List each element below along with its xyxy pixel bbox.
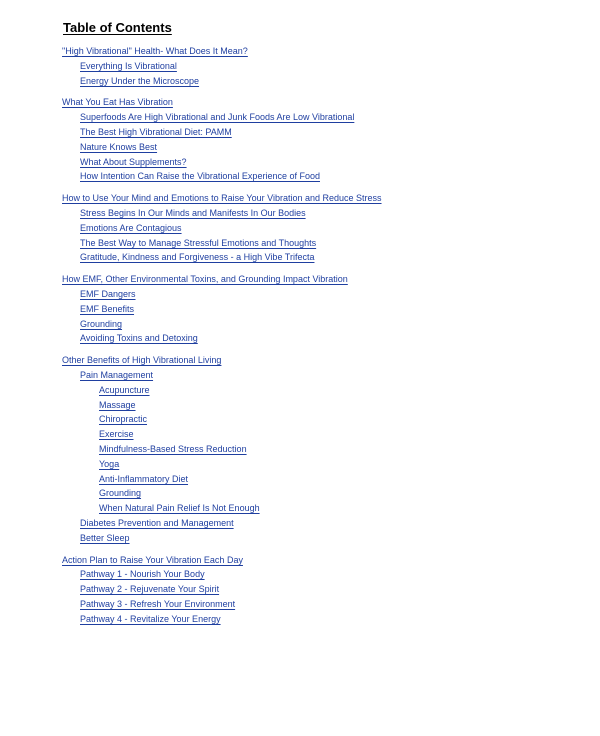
toc-section-link[interactable]: How Intention Can Raise the Vibrational Experience of Food <box>80 171 320 182</box>
toc-section-link[interactable]: The Best Way to Manage Stressful Emotions and Thoughts <box>80 237 317 248</box>
toc-section-link[interactable]: Everything Is Vibrational <box>80 60 177 71</box>
toc-section-link[interactable]: Pathway 1 - Nourish Your Body <box>80 569 205 580</box>
toc-subsection-link[interactable]: Grounding <box>99 488 142 499</box>
toc-section-link[interactable]: Superfoods Are High Vibrational and Junk Foods Are Low Vibrational <box>80 112 355 123</box>
toc-section <box>62 191 582 265</box>
toc-section-link[interactable]: Avoiding Toxins and Detoxing <box>80 333 198 344</box>
toc-section-link[interactable]: Grounding <box>80 318 123 329</box>
toc-subsection-link[interactable]: Massage <box>99 399 136 410</box>
toc-section-link[interactable]: Gratitude, Kindness and Forgiveness - a High Vibe Trifecta <box>80 252 315 263</box>
toc-chapter-link[interactable]: What You Eat Has Vibration <box>62 97 173 108</box>
toc-subsection-link[interactable]: Anti-Inflammatory Diet <box>99 473 189 484</box>
toc-section-link[interactable]: Emotions Are Contagious <box>80 222 182 233</box>
toc-subsection-link[interactable]: Acupuncture <box>99 384 150 395</box>
table-of-contents <box>62 44 582 633</box>
toc-section <box>62 44 582 88</box>
toc-section-link[interactable]: Pathway 4 - Revitalize Your Energy <box>80 613 221 624</box>
toc-section-link[interactable]: What About Supplements? <box>80 156 187 167</box>
toc-section-link[interactable]: Diabetes Prevention and Management <box>80 517 234 528</box>
toc-section <box>62 553 582 627</box>
toc-section <box>62 272 582 346</box>
toc-section <box>62 95 582 184</box>
toc-chapter-link[interactable]: Other Benefits of High Vibrational Living <box>62 355 222 366</box>
toc-section <box>62 353 582 545</box>
toc-subsection-link[interactable]: Chiropractic <box>99 414 148 425</box>
toc-chapter-link[interactable]: "High Vibrational" Health- What Does It Mean? <box>62 46 248 56</box>
toc-section-link[interactable]: The Best High Vibrational Diet: PAMM <box>80 126 232 137</box>
toc-section-link[interactable]: Stress Begins In Our Minds and Manifests In Our Bodies <box>80 207 306 218</box>
toc-section-link[interactable]: Better Sleep <box>80 532 130 543</box>
toc-section-link[interactable]: Nature Knows Best <box>80 141 158 152</box>
toc-subsection-link[interactable]: When Natural Pain Relief Is Not Enough <box>99 503 260 514</box>
toc-subsection-link[interactable]: Mindfulness-Based Stress Reduction <box>99 443 247 454</box>
toc-chapter-link[interactable]: How to Use Your Mind and Emotions to Raise Your Vibration and Reduce Stress <box>62 193 382 204</box>
toc-section-link[interactable]: Pathway 3 - Refresh Your Environment <box>80 598 236 609</box>
toc-subsection-link[interactable]: Yoga <box>99 458 120 469</box>
toc-chapter-link[interactable]: How EMF, Other Environmental Toxins, and Grounding Impact Vibration <box>62 274 348 285</box>
toc-section-link[interactable]: EMF Dangers <box>80 288 136 299</box>
toc-chapter-link[interactable]: Action Plan to Raise Your Vibration Each Day <box>62 554 243 565</box>
toc-section-link[interactable]: Energy Under the Microscope <box>80 75 200 86</box>
toc-section-link[interactable]: Pain Management <box>80 369 154 380</box>
toc-subsection-link[interactable]: Exercise <box>99 429 134 440</box>
toc-section-link[interactable]: EMF Benefits <box>80 303 135 314</box>
toc-section-link[interactable]: Pathway 2 - Rejuvenate Your Spirit <box>80 584 220 595</box>
toc-title: Table of Contents <box>63 20 172 35</box>
